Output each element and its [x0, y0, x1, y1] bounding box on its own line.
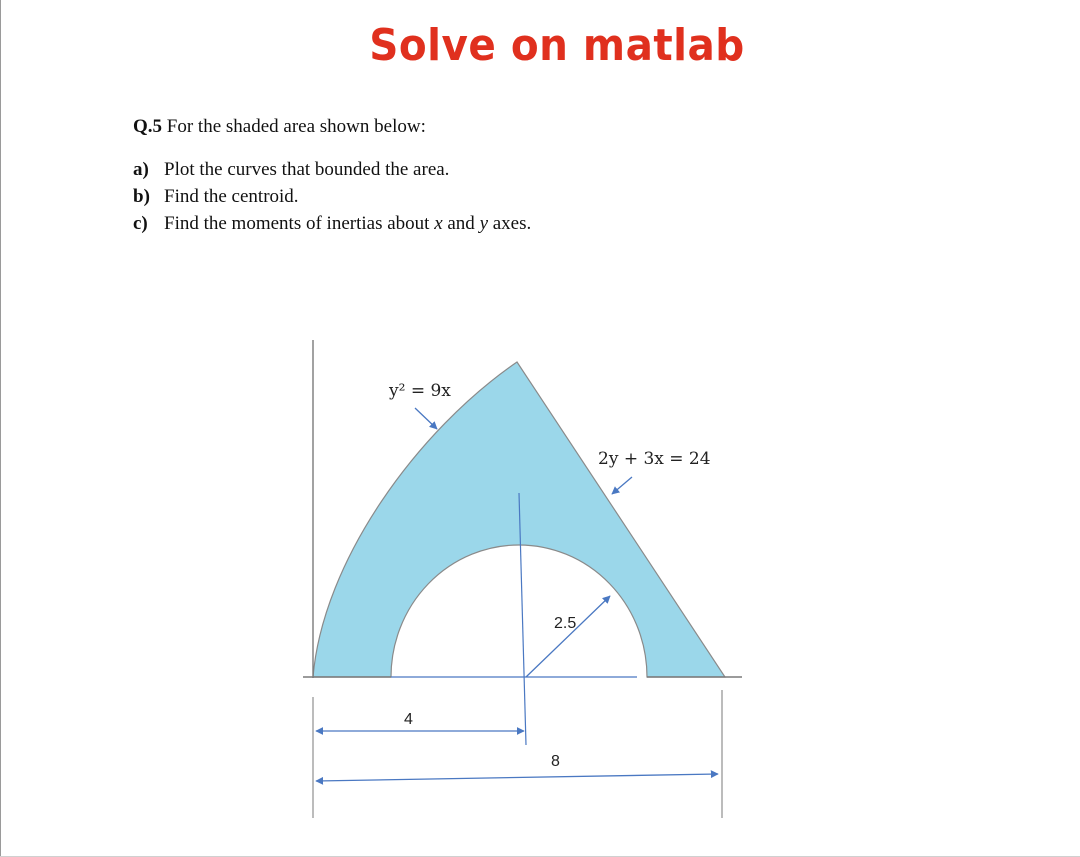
- part-text: Find the centroid.: [164, 186, 299, 207]
- part-label: c): [133, 213, 148, 234]
- part-text-mid: and: [442, 213, 480, 234]
- var-x: x: [434, 213, 443, 234]
- dimension-8-label: 8: [551, 753, 560, 770]
- part-text: Plot the curves that bounded the area.: [164, 159, 450, 180]
- page-title: Solve on matlab: [369, 20, 745, 71]
- dimension-4-label: 4: [404, 711, 413, 728]
- line-equation-label: 2y + 3x = 24: [598, 449, 711, 469]
- dimension-8-arrow: [316, 774, 718, 781]
- var-y: y: [479, 213, 488, 234]
- line-pointer: [612, 477, 632, 494]
- part-label: b): [133, 186, 150, 207]
- question-text: For the shaded area shown below:: [166, 116, 426, 137]
- parabola-label: y² = 9x: [389, 381, 451, 401]
- part-label: a): [133, 159, 149, 180]
- radius-label: 2.5: [554, 615, 577, 632]
- parabola-pointer: [415, 408, 437, 429]
- shaded-region: [313, 362, 725, 677]
- radius-arrow: [526, 596, 610, 677]
- question-number: Q.5: [133, 116, 163, 137]
- part-text: Find the moments of inertias about: [164, 213, 435, 234]
- part-text-end: axes.: [488, 213, 532, 234]
